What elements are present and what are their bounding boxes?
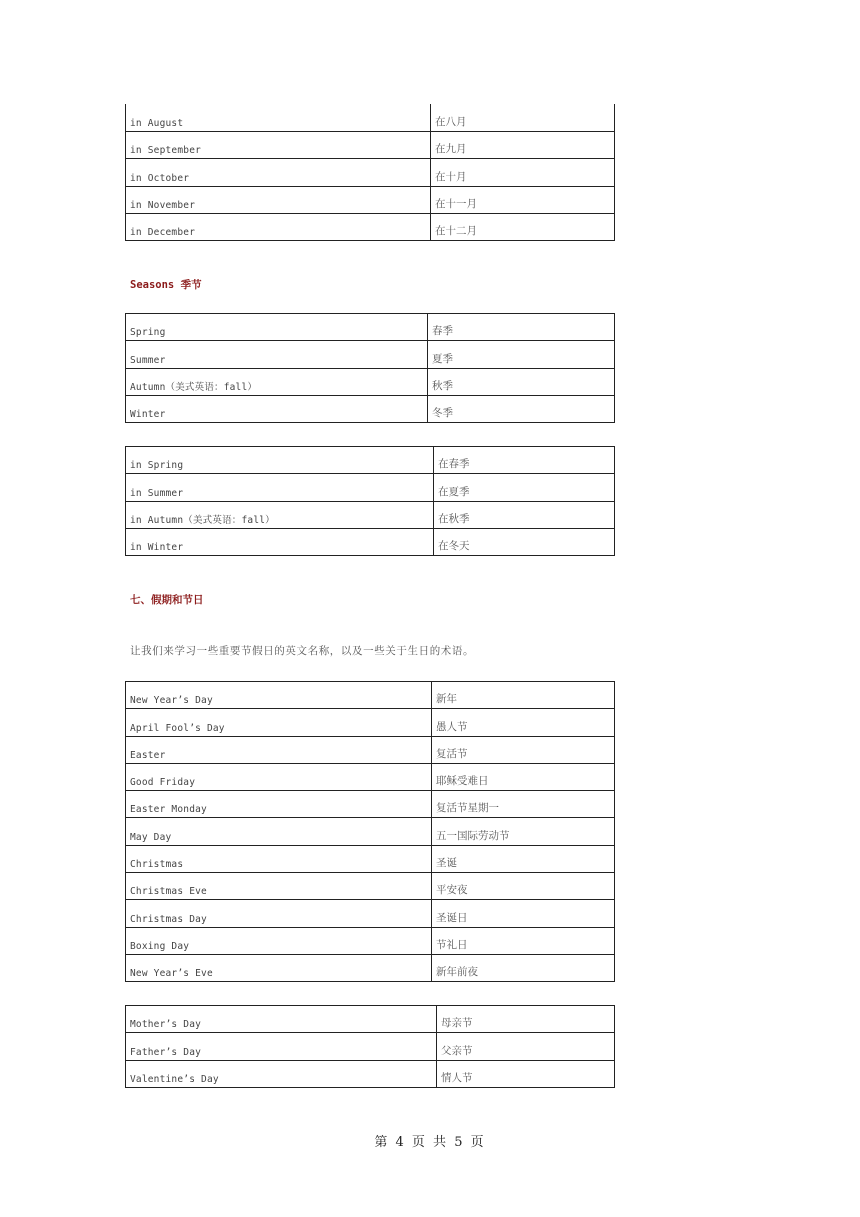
chinese-cell: 在十月: [430, 159, 614, 185]
chinese-cell: 愚人节: [431, 709, 614, 735]
chinese-cell: 母亲节: [436, 1006, 614, 1032]
english-cell: May Day: [130, 831, 172, 843]
chinese-cell: 父亲节: [436, 1033, 614, 1059]
table-row: [126, 1033, 614, 1060]
english-cell: in December: [130, 227, 196, 239]
english-cell: Valentine’s Day: [130, 1073, 219, 1085]
english-cell: Mother’s Day: [130, 1019, 202, 1031]
english-cell: Easter: [130, 749, 166, 761]
english-cell: in November: [130, 199, 196, 211]
table-row: [126, 104, 614, 132]
table-row: [126, 873, 614, 900]
chinese-cell: 新年前夜: [431, 955, 614, 981]
english-cell: in September: [130, 145, 202, 157]
chinese-cell: 在八月: [430, 104, 614, 131]
english-cell: Good Friday: [130, 777, 196, 789]
table-row: [126, 396, 614, 423]
page-footer: 第 4 页 共 5 页: [374, 1135, 486, 1150]
table-row: [126, 502, 614, 529]
english-cell: in October: [130, 172, 190, 184]
english-cell: Summer: [130, 354, 166, 366]
table-row: [126, 955, 614, 982]
chinese-cell: 圣诞日: [431, 900, 614, 926]
english-cell: Easter Monday: [130, 804, 207, 816]
table-row: [126, 187, 614, 214]
chinese-cell: 在冬天: [433, 529, 614, 555]
chinese-cell: 在十二月: [430, 214, 614, 240]
table-row: [126, 818, 614, 845]
chinese-cell: 复活节星期一: [431, 791, 614, 817]
table-row: [126, 846, 614, 873]
table-row: [126, 132, 614, 159]
english-cell: Christmas Day: [130, 913, 207, 925]
chinese-cell: 夏季: [427, 341, 614, 367]
table-row: [126, 764, 614, 791]
table-row: [126, 474, 614, 501]
english-cell: Christmas Eve: [130, 886, 207, 898]
english-cell: New Year’s Eve: [130, 968, 213, 980]
english-cell: Autumn（美式英语：fall）: [130, 381, 258, 393]
table-row: [126, 159, 614, 186]
table-row: [126, 737, 614, 764]
table-row: [126, 1061, 614, 1088]
holidays-heading: 七、假期和节日: [130, 594, 204, 606]
table-row: [126, 447, 614, 474]
chinese-cell: 冬季: [427, 396, 614, 422]
english-cell: Boxing Day: [130, 940, 190, 952]
english-cell: New Year’s Day: [130, 695, 213, 707]
english-cell: April Fool’s Day: [130, 722, 225, 734]
months-table: [125, 104, 615, 241]
chinese-cell: 圣诞: [431, 846, 614, 872]
chinese-cell: 新年: [431, 682, 614, 708]
in-seasons-table: [125, 446, 615, 556]
table-row: [126, 529, 614, 556]
english-cell: in Summer: [130, 487, 184, 499]
chinese-cell: 在秋季: [433, 502, 614, 528]
table-row: [126, 214, 614, 241]
english-cell: in Spring: [130, 460, 184, 472]
table-row: [126, 369, 614, 396]
table-row: [126, 791, 614, 818]
table-row: [126, 341, 614, 368]
holidays-table: [125, 681, 615, 982]
seasons-heading: Seasons 季节: [130, 279, 202, 291]
chinese-cell: 平安夜: [431, 873, 614, 899]
english-cell: in Autumn（美式英语：fall）: [130, 514, 275, 526]
table-row: [126, 928, 614, 955]
chinese-cell: 在春季: [433, 447, 614, 473]
chinese-cell: 在十一月: [430, 187, 614, 213]
table-row: [126, 682, 614, 709]
english-cell: Winter: [130, 409, 166, 421]
english-cell: Spring: [130, 327, 166, 339]
table-row: [126, 900, 614, 927]
seasons-table: [125, 313, 615, 423]
chinese-cell: 情人节: [436, 1061, 614, 1087]
english-cell: in August: [130, 118, 184, 129]
chinese-cell: 耶稣受难日: [431, 764, 614, 790]
family-days-table: [125, 1005, 615, 1088]
english-cell: in Winter: [130, 542, 184, 554]
chinese-cell: 节礼日: [431, 928, 614, 954]
holidays-intro: 让我们来学习一些重要节假日的英文名称，以及一些关于生日的术语。: [130, 645, 475, 657]
table-row: [126, 1006, 614, 1033]
chinese-cell: 在夏季: [433, 474, 614, 500]
english-cell: Father’s Day: [130, 1046, 202, 1058]
chinese-cell: 五一国际劳动节: [431, 818, 614, 844]
chinese-cell: 复活节: [431, 737, 614, 763]
chinese-cell: 秋季: [427, 369, 614, 395]
english-cell: Christmas: [130, 859, 184, 871]
chinese-cell: 在九月: [430, 132, 614, 158]
chinese-cell: 春季: [427, 314, 614, 340]
table-row: [126, 709, 614, 736]
table-row: [126, 314, 614, 341]
